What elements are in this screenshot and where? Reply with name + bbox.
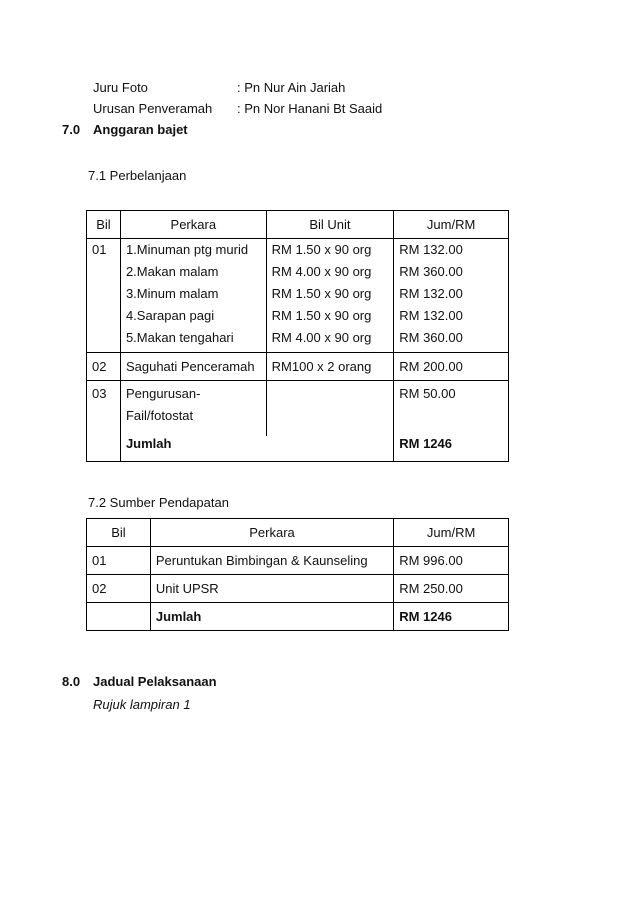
row-amount: RM 996.00 bbox=[394, 547, 509, 575]
table-row bbox=[87, 239, 509, 353]
committee-name-2: : Pn Nor Hanani Bt Saaid bbox=[237, 101, 383, 116]
section-7-title: Anggaran bajet bbox=[93, 122, 188, 137]
income-table bbox=[86, 518, 509, 631]
total-amount: RM 1246 bbox=[394, 603, 509, 631]
row-bil: 01 bbox=[87, 239, 121, 353]
row-unit: RM100 x 2 orang bbox=[266, 353, 394, 381]
row-amount: RM 50.00 bbox=[394, 381, 509, 437]
table-row bbox=[87, 575, 509, 603]
row-perkara: Peruntukan Bimbingan & Kaunseling bbox=[150, 547, 393, 575]
row-unit bbox=[266, 381, 394, 437]
unit-text: RM 1.50 x 90 org bbox=[271, 308, 372, 323]
table-row bbox=[87, 381, 509, 437]
row-perkara: Unit UPSR bbox=[150, 575, 393, 603]
item-text: 4.Sarapan pagi bbox=[125, 308, 215, 323]
unit-text: RM 4.00 x 90 org bbox=[271, 264, 372, 279]
committee-role-2: Urusan Penveramah bbox=[93, 101, 213, 116]
item-text: 5.Makan tengahari bbox=[125, 330, 234, 345]
row-amount: RM 250.00 bbox=[394, 575, 509, 603]
table-row bbox=[87, 353, 509, 381]
subsection-7-2-title: 7.2 Sumber Pendapatan bbox=[88, 495, 229, 510]
header-bil: Bil bbox=[87, 211, 121, 239]
header-bil: Bil bbox=[87, 519, 151, 547]
header-jum-rm: Jum/RM bbox=[394, 519, 509, 547]
row-bil: 03 bbox=[87, 381, 121, 462]
header-bil-unit: Bil Unit bbox=[266, 211, 394, 239]
section-8-title: Jadual Pelaksanaan bbox=[93, 674, 217, 689]
unit-text: RM 1.50 x 90 org bbox=[271, 242, 372, 257]
committee-name-1: : Pn Nur Ain Jariah bbox=[237, 80, 346, 95]
table-row bbox=[87, 547, 509, 575]
row-bil: 02 bbox=[87, 575, 151, 603]
table-header-row bbox=[87, 211, 509, 239]
row-bil: 02 bbox=[87, 353, 121, 381]
row-amounts bbox=[394, 239, 509, 353]
committee-role-1: Juru Foto bbox=[93, 80, 148, 95]
expenditure-table bbox=[86, 210, 509, 462]
header-perkara: Perkara bbox=[150, 519, 393, 547]
total-row bbox=[87, 436, 509, 462]
item-text: 3.Minum malam bbox=[125, 286, 219, 301]
row-amount: RM 200.00 bbox=[394, 353, 509, 381]
unit-text: RM 4.00 x 90 org bbox=[271, 330, 372, 345]
total-row bbox=[87, 603, 509, 631]
table-header-row bbox=[87, 519, 509, 547]
amount-text: RM 360.00 bbox=[399, 264, 463, 279]
row-units bbox=[266, 239, 394, 353]
item-text: 2.Makan malam bbox=[125, 264, 219, 279]
row-bil bbox=[87, 603, 151, 631]
section-8-number: 8.0 bbox=[62, 674, 81, 689]
row-perkara: Pengurusan- Fail/fotostat bbox=[120, 381, 266, 437]
amount-text: RM 132.00 bbox=[399, 286, 463, 301]
total-amount: RM 1246 bbox=[394, 436, 509, 462]
amount-text: RM 132.00 bbox=[399, 242, 463, 257]
total-label: Jumlah bbox=[150, 603, 393, 631]
unit-text: RM 1.50 x 90 org bbox=[271, 286, 372, 301]
section-7-number: 7.0 bbox=[62, 122, 81, 137]
row-perkara: Saguhati Penceramah bbox=[120, 353, 266, 381]
row-items bbox=[120, 239, 266, 353]
total-label: Jumlah bbox=[120, 436, 393, 462]
item-text: 1.Minuman ptg murid bbox=[125, 242, 249, 257]
subsection-7-1-title: 7.1 Perbelanjaan bbox=[88, 168, 187, 183]
reference-note: Rujuk lampiran 1 bbox=[93, 697, 191, 712]
header-jum-rm: Jum/RM bbox=[394, 211, 509, 239]
row-bil: 01 bbox=[87, 547, 151, 575]
amount-text: RM 360.00 bbox=[399, 330, 463, 345]
amount-text: RM 132.00 bbox=[399, 308, 463, 323]
header-perkara: Perkara bbox=[120, 211, 266, 239]
